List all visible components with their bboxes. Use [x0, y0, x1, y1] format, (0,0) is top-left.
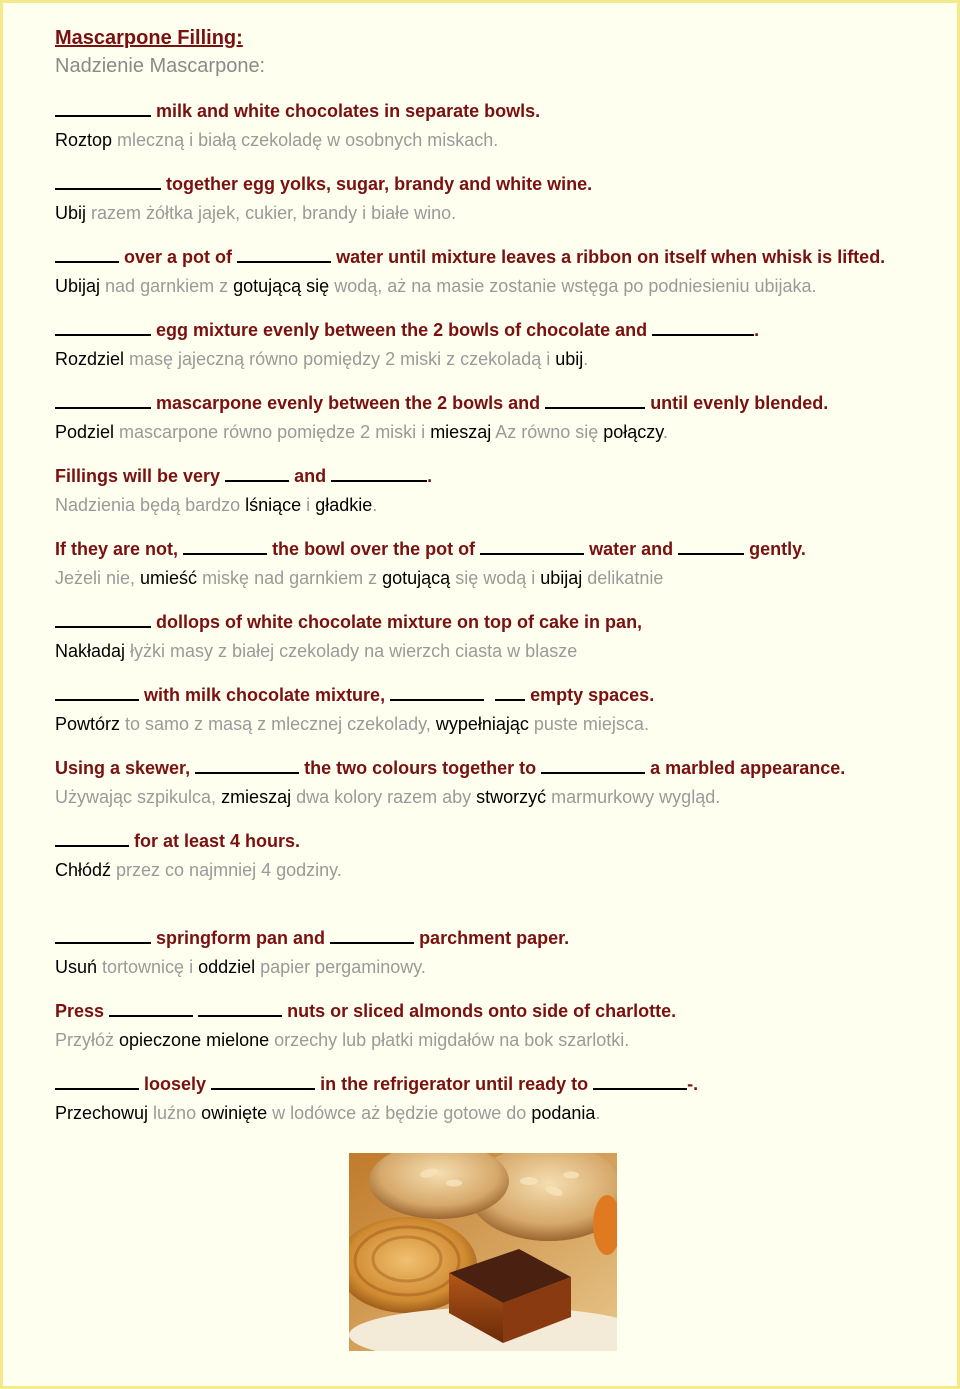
exercise-11: [55, 827, 935, 885]
blank-field[interactable]: [237, 243, 331, 263]
blank-field[interactable]: [652, 316, 754, 336]
page-title: Mascarpone Filling:: [55, 27, 243, 49]
polish-text: tortownicę i: [97, 957, 199, 977]
blank-field[interactable]: [330, 924, 414, 944]
english-text: egg mixture evenly between the 2 bowls of chocolate and: [156, 320, 648, 340]
polish-text: papier pergaminowy.: [255, 957, 426, 977]
exercise-3-english: [55, 243, 935, 272]
english-text: and: [294, 466, 327, 486]
polish-text: w lodówce aż będzie gotowe do: [267, 1103, 532, 1123]
pastry-photo: [349, 1153, 617, 1351]
exercise-4-polish: [55, 345, 935, 374]
polish-keyword: Usuń: [55, 957, 98, 977]
blank-field[interactable]: [541, 754, 645, 774]
blank-field[interactable]: [211, 1070, 315, 1090]
polish-keyword: owinięte: [201, 1103, 268, 1123]
blank-field[interactable]: [55, 389, 151, 409]
english-text: a marbled appearance.: [650, 758, 846, 778]
blank-field[interactable]: [331, 462, 427, 482]
blank-field[interactable]: [55, 170, 161, 190]
english-text: mascarpone evenly between the 2 bowls and: [156, 393, 541, 413]
exercise-1-polish: [55, 126, 935, 155]
polish-text: orzechy lub płatki migdałów na bok szarlotki.: [269, 1030, 630, 1050]
exercise-11-polish: [55, 856, 935, 885]
exercise-12-polish: [55, 953, 935, 982]
polish-keyword: połączy: [603, 422, 663, 442]
polish-keyword: Chłódź: [55, 860, 112, 880]
polish-text: Az równo się: [491, 422, 604, 442]
exercise-10: [55, 754, 935, 812]
exercise-7: [55, 535, 935, 593]
polish-text: Przyłóż: [55, 1030, 120, 1050]
exercise-6-english: [55, 462, 935, 491]
polish-text: to samo z masą z mlecznej czekolady,: [120, 714, 436, 734]
polish-text: masę jajeczną równo pomiędzy 2 miski z czekoladą i: [124, 349, 556, 369]
exercise-8-english: [55, 608, 935, 637]
exercise-3-polish: [55, 272, 935, 301]
english-text: over a pot of: [124, 247, 233, 267]
exercise-10-polish: [55, 783, 935, 812]
polish-text: wodą, aż na masie zostanie wstęga po podniesieniu ubijaka.: [329, 276, 817, 296]
polish-keyword: ubij: [555, 349, 584, 369]
polish-keyword: Nakładaj: [55, 641, 126, 661]
english-text: in the refrigerator until ready to: [320, 1074, 589, 1094]
polish-keyword: stworzyć: [476, 787, 547, 807]
pastry-illustration: [349, 1153, 617, 1351]
exercise-2: [55, 170, 935, 228]
polish-keyword: wypełniając: [435, 714, 529, 734]
polish-keyword: gotującą: [382, 568, 451, 588]
english-text: water and: [589, 539, 674, 559]
english-text: If they are not,: [55, 539, 179, 559]
polish-keyword: Ubij: [55, 203, 87, 223]
polish-keyword: ubijaj: [540, 568, 583, 588]
polish-text: mleczną i białą czekoladę w osobnych miskach.: [112, 130, 499, 150]
english-text: Fillings will be very: [55, 466, 221, 486]
exercise-13-polish: [55, 1026, 935, 1055]
exercise-11-english: [55, 827, 935, 856]
blank-field[interactable]: [183, 535, 267, 555]
english-text: springform pan and: [156, 928, 326, 948]
polish-text: Jeżeli nie,: [55, 568, 141, 588]
blank-field[interactable]: [55, 681, 139, 701]
english-text: milk and white chocolates in separate bowls.: [156, 101, 541, 121]
english-text: parchment paper.: [419, 928, 570, 948]
exercise-14-english: [55, 1070, 935, 1099]
exercise-7-english: [55, 535, 935, 564]
polish-text: dwa kolory razem aby: [291, 787, 477, 807]
polish-text: się wodą i: [450, 568, 541, 588]
english-text: with milk chocolate mixture,: [144, 685, 386, 705]
polish-keyword: podania: [531, 1103, 596, 1123]
exercise-2-english: [55, 170, 935, 199]
polish-keyword: umieść: [140, 568, 198, 588]
english-text: .: [427, 466, 433, 486]
polish-keyword: Roztop: [55, 130, 113, 150]
blank-field[interactable]: [480, 535, 584, 555]
blank-field[interactable]: [495, 681, 525, 701]
polish-keyword: Przechowuj: [55, 1103, 149, 1123]
english-text: .: [754, 320, 760, 340]
blank-field[interactable]: [198, 997, 282, 1017]
exercise-2-polish: [55, 199, 935, 228]
blank-field[interactable]: [55, 608, 151, 628]
exercise-12-english: [55, 924, 935, 953]
blank-field[interactable]: [545, 389, 645, 409]
exercise-13-english: [55, 997, 935, 1026]
exercise-14: [55, 1070, 935, 1128]
english-text: Press: [55, 1001, 105, 1021]
polish-keyword: Rozdziel: [55, 349, 125, 369]
english-text: until evenly blended.: [650, 393, 829, 413]
worksheet-content: [55, 25, 935, 1143]
polish-text: łyżki masy z białej czekolady na wierzch ciasta w blasze: [125, 641, 578, 661]
polish-text: miskę nad garnkiem z: [197, 568, 383, 588]
polish-text: przez co najmniej 4 godziny.: [111, 860, 342, 880]
exercise-14-polish: [55, 1099, 935, 1128]
english-text: together egg yolks, sugar, brandy and white wine.: [166, 174, 593, 194]
blank-field[interactable]: [55, 1070, 139, 1090]
blank-field[interactable]: [225, 462, 289, 482]
polish-text: Używając szpikulca,: [55, 787, 222, 807]
exercise-9-polish: [55, 710, 935, 739]
exercise-1: [55, 97, 935, 155]
english-text: the two colours together to: [304, 758, 537, 778]
blank-field[interactable]: [390, 681, 484, 701]
polish-keyword: oddziel: [198, 957, 256, 977]
english-text: loosely: [144, 1074, 207, 1094]
english-text: the bowl over the pot of: [272, 539, 476, 559]
polish-text: .: [372, 495, 378, 515]
polish-keyword: Podziel: [55, 422, 115, 442]
exercise-1-english: [55, 97, 935, 126]
polish-keyword: gotującą się: [233, 276, 330, 296]
polish-keyword: lśniące: [245, 495, 302, 515]
blank-field[interactable]: [55, 316, 151, 336]
exercise-8-polish: [55, 637, 935, 666]
polish-keyword: Ubijaj: [55, 276, 101, 296]
polish-text: .: [583, 349, 589, 369]
english-text: -.: [687, 1074, 699, 1094]
exercise-13: [55, 997, 935, 1055]
section-spacer: [55, 900, 935, 924]
english-text: empty spaces.: [530, 685, 655, 705]
polish-text: .: [662, 422, 668, 442]
polish-text: .: [595, 1103, 601, 1123]
polish-text: razem żółtka jajek, cukier, brandy i białe wino.: [86, 203, 457, 223]
blank-field[interactable]: [195, 754, 299, 774]
exercise-10-english: [55, 754, 935, 783]
exercise-9: [55, 681, 935, 739]
polish-keyword: gładkie: [315, 495, 373, 515]
polish-text: delikatnie: [582, 568, 664, 588]
english-text: for at least 4 hours.: [134, 831, 301, 851]
exercise-3: [55, 243, 935, 301]
polish-text: marmurkowy wygląd.: [546, 787, 721, 807]
polish-text: Nadzienia będą bardzo: [55, 495, 246, 515]
exercise-8: [55, 608, 935, 666]
polish-keyword: mieszaj: [430, 422, 492, 442]
exercise-12: [55, 924, 935, 982]
blank-field[interactable]: [55, 97, 151, 117]
english-text: water until mixture leaves a ribbon on itself when whisk is lifted.: [336, 247, 886, 267]
blank-field[interactable]: [55, 827, 129, 847]
exercise-6-polish: [55, 491, 935, 520]
english-text: nuts or sliced almonds onto side of charlotte.: [287, 1001, 677, 1021]
polish-text: i: [301, 495, 316, 515]
polish-text: mascarpone równo pomiędze 2 miski i: [114, 422, 431, 442]
blank-field[interactable]: [678, 535, 744, 555]
exercise-6: [55, 462, 935, 520]
polish-text: puste miejsca.: [528, 714, 649, 734]
english-text: gently.: [749, 539, 806, 559]
polish-keyword: Powtórz: [55, 714, 121, 734]
exercise-5-english: [55, 389, 935, 418]
blank-field[interactable]: [593, 1070, 687, 1090]
polish-keyword: opieczone mielone: [119, 1030, 270, 1050]
exercise-5-polish: [55, 418, 935, 447]
exercise-7-polish: [55, 564, 935, 593]
blank-field[interactable]: [55, 243, 119, 263]
english-text: Using a skewer,: [55, 758, 191, 778]
blank-field[interactable]: [55, 924, 151, 944]
polish-text: luźno: [148, 1103, 202, 1123]
exercise-9-english: [55, 681, 935, 710]
blank-field[interactable]: [109, 997, 193, 1017]
exercise-5: [55, 389, 935, 447]
exercise-4-english: [55, 316, 935, 345]
polish-text: nad garnkiem z: [100, 276, 234, 296]
english-text: dollops of white chocolate mixture on top of cake in pan,: [156, 612, 643, 632]
exercise-4: [55, 316, 935, 374]
polish-keyword: zmieszaj: [221, 787, 292, 807]
page-subtitle: Nadzienie Mascarpone:: [55, 55, 266, 77]
